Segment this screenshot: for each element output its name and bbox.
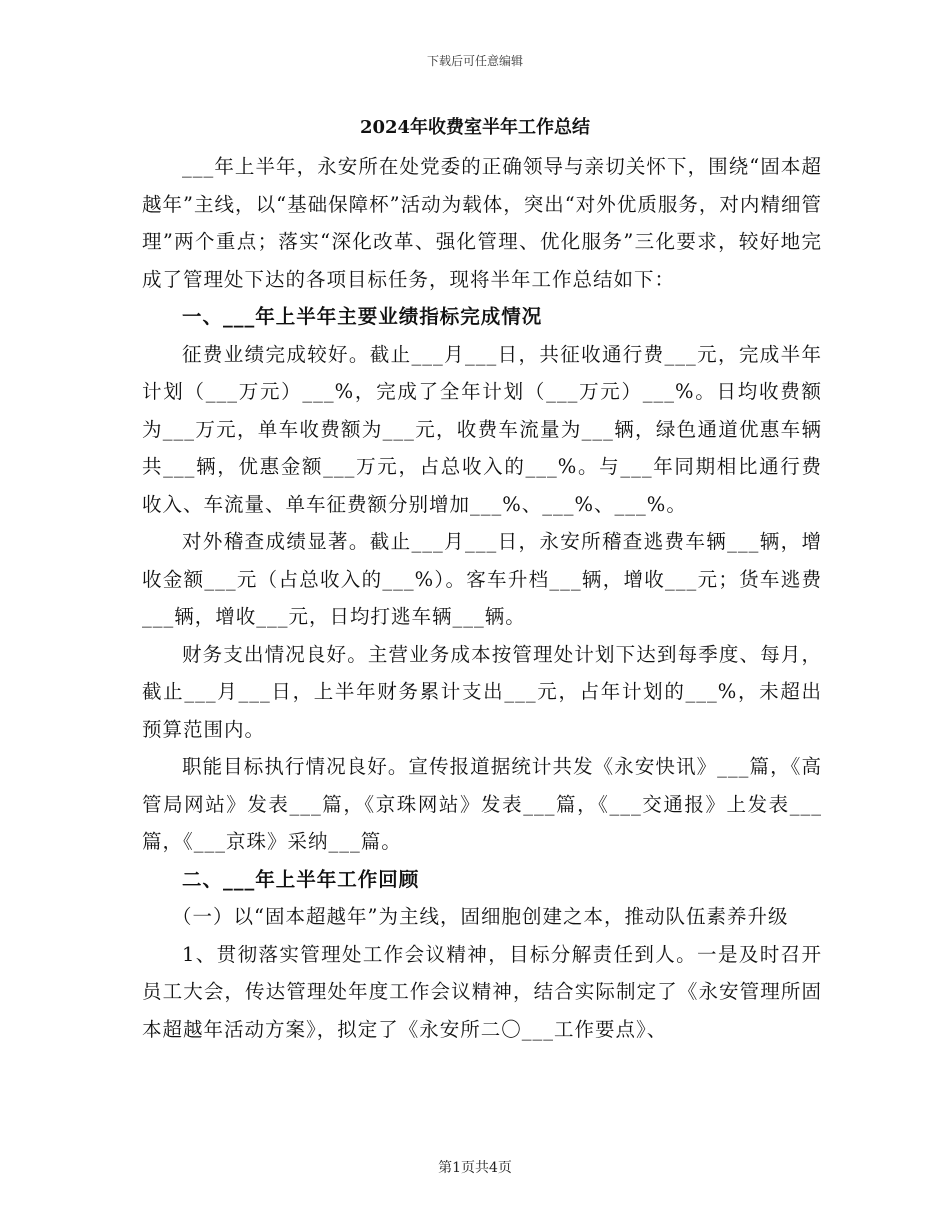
paragraph-finance: 财务支出情况良好。主营业务成本按管理处计划下达到每季度、每月，截止___月___日，上半年财务累计支出___元，占年计划的___%，未超出预算范围内。	[142, 642, 822, 741]
section-heading-2: 二、___年上半年工作回顾	[182, 867, 420, 891]
subsection-heading-1: （一）以“固本超越年”为主线，固细胞创建之本，推动队伍素养升级	[172, 905, 789, 928]
page-footer: 第1页共4页	[438, 1160, 512, 1176]
paragraph-inspection: 对外稽查成绩显著。截止___月___日，永安所稽查逃费车辆___辆，增收金额___元（占总收入的___%）。客车升档___辆，增收___元；货车逃费___辆，增收___元，日均打逃车辆___辆。	[142, 530, 822, 628]
paragraph-item-1: 1、贯彻落实管理处工作会议精神，目标分解责任到人。一是及时召开员工大会，传达管理处年度工作会议精神，结合实际制定了《永安管理所固本超越年活动方案》，拟定了《永安所二〇___工作要点》、	[142, 942, 822, 1041]
paragraph-function-goals: 职能目标执行情况良好。宣传报道据统计共发《永安快讯》___篇，《高管局网站》发表___篇，《京珠网站》发表___篇，《___交通报》上发表___篇，《___京珠》采纳___篇。	[142, 755, 822, 853]
page-header: 下载后可任意编辑	[426, 54, 523, 68]
document-body	[142, 148, 822, 1048]
document-title: 2024年收费室半年工作总结	[359, 117, 591, 138]
section-heading-1: 一、___年上半年主要业绩指标完成情况	[182, 305, 543, 328]
intro-paragraph: ___年上半年，永安所在处党委的正确领导与亲切关怀下，围绕“固本超越年”主线，以“基础保障杯”活动为载体，突出“对外优质服务，对内精细管理”两个重点；落实“深化改革、强化管理、优化服务”三化要求，较好地完成了管理处下达的各项目标任务，现将半年工作总结如下：	[142, 155, 822, 291]
paragraph-fee-performance: 征费业绩完成较好。截止___月___日，共征收通行费___元，完成半年计划（___万元）___%，完成了全年计划（___万元）___%。日均收费额为___万元，单车收费额为___元，收费车流量为___辆，绿色通道优惠车辆共___辆，优惠金额___万元，占总收入的___%。与___年同期相比通行费收入、车流量、单车征费额分别增加___%、___%、___%。	[142, 342, 822, 516]
